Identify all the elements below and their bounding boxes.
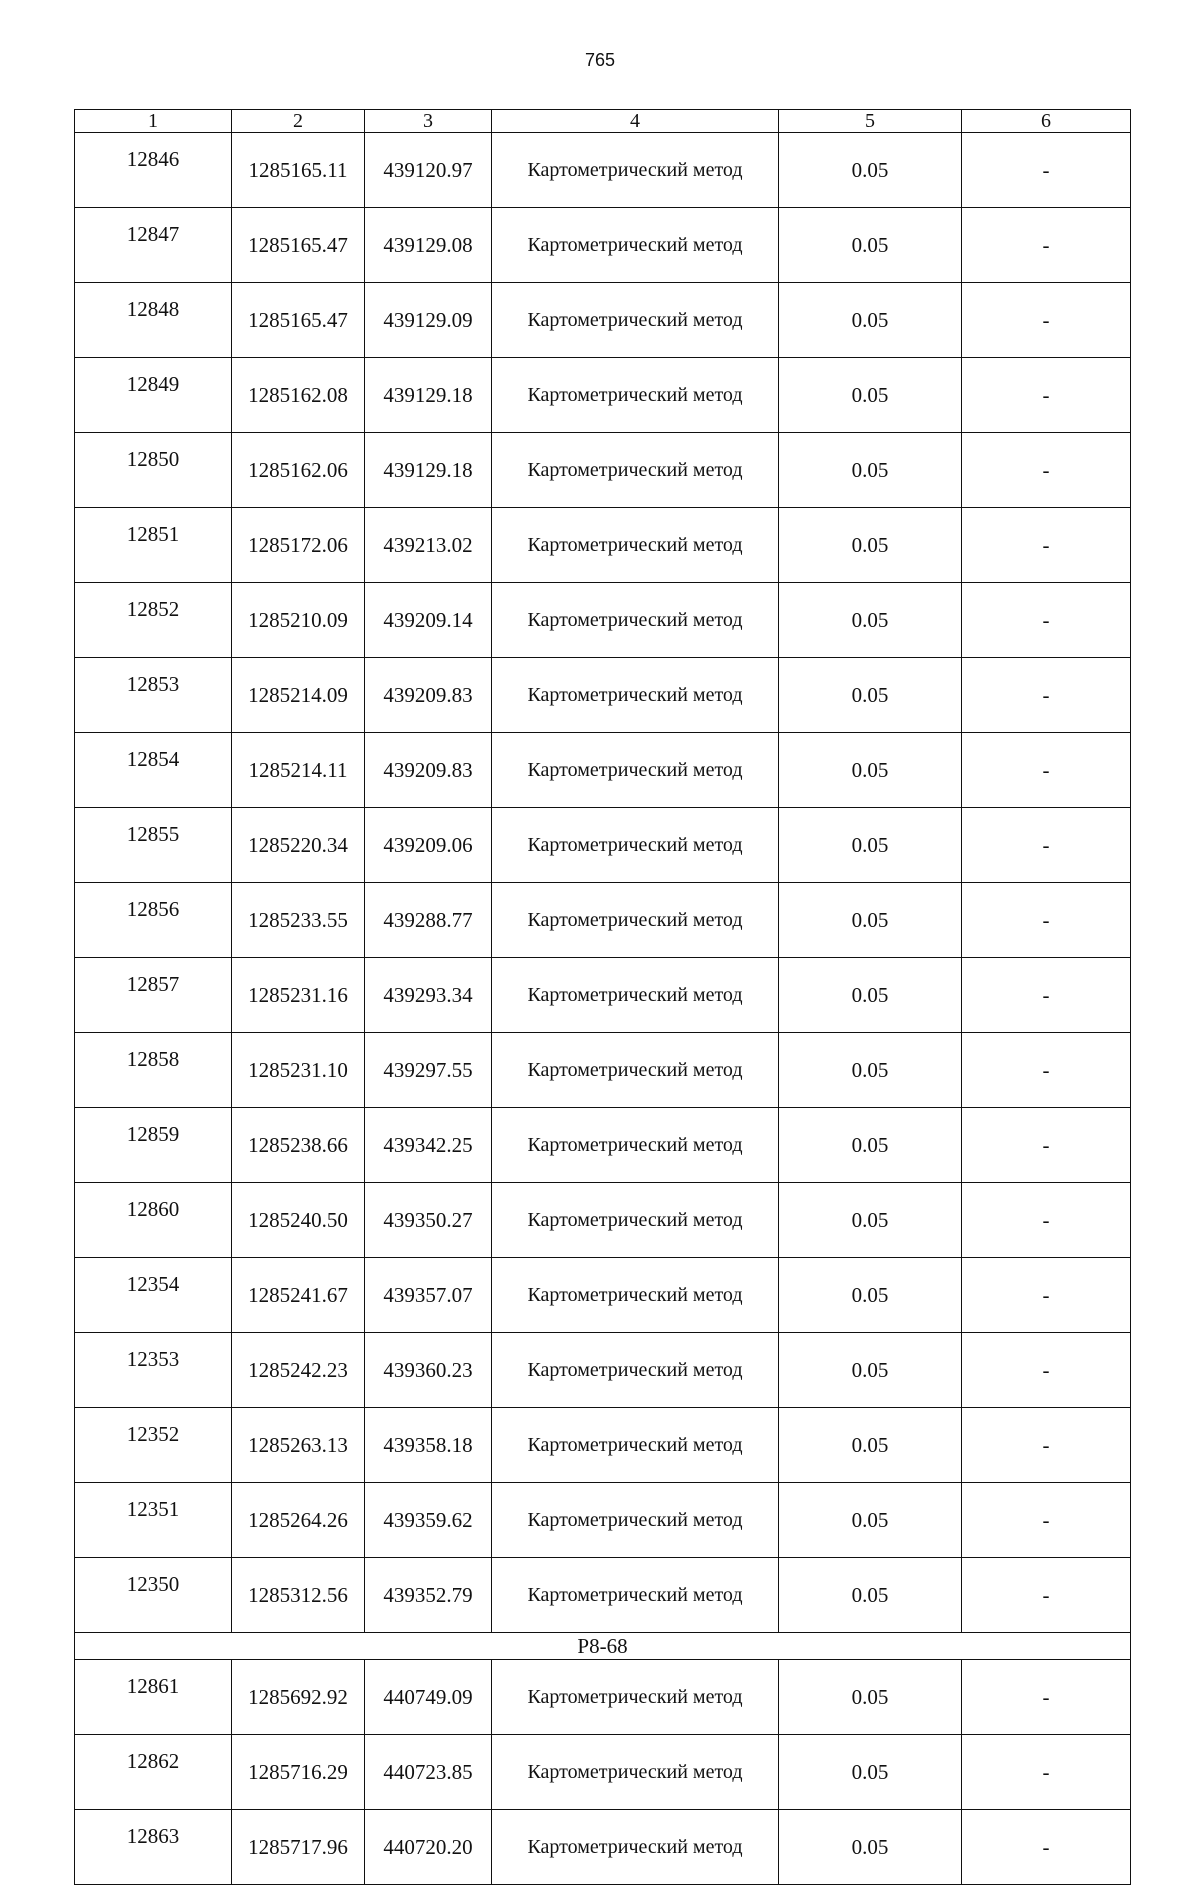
y-coordinate-cell: 439209.06 xyxy=(365,808,492,883)
accuracy-cell: 0.05 xyxy=(779,658,962,733)
y-coordinate-cell: 439358.18 xyxy=(365,1408,492,1483)
y-coordinate-cell: 440723.85 xyxy=(365,1735,492,1810)
method-cell: Картометрический метод xyxy=(492,658,779,733)
point-number-cell: 12856 xyxy=(75,883,232,958)
x-coordinate-cell: 1285214.09 xyxy=(232,658,365,733)
note-cell: - xyxy=(962,358,1131,433)
table-body xyxy=(75,133,1131,1885)
accuracy-cell: 0.05 xyxy=(779,1483,962,1558)
method-cell: Картометрический метод xyxy=(492,283,779,358)
y-coordinate-cell: 439129.08 xyxy=(365,208,492,283)
x-coordinate-cell: 1285312.56 xyxy=(232,1558,365,1633)
point-number-cell: 12859 xyxy=(75,1108,232,1183)
method-cell: Картометрический метод xyxy=(492,133,779,208)
x-coordinate-cell: 1285165.47 xyxy=(232,208,365,283)
method-cell: Картометрический метод xyxy=(492,433,779,508)
y-coordinate-cell: 439129.09 xyxy=(365,283,492,358)
point-number-cell: 12863 xyxy=(75,1810,232,1885)
accuracy-cell: 0.05 xyxy=(779,508,962,583)
note-cell: - xyxy=(962,1183,1131,1258)
column-header: 2 xyxy=(232,110,365,133)
x-coordinate-cell: 1285240.50 xyxy=(232,1183,365,1258)
y-coordinate-cell: 439352.79 xyxy=(365,1558,492,1633)
note-cell: - xyxy=(962,433,1131,508)
x-coordinate-cell: 1285241.67 xyxy=(232,1258,365,1333)
x-coordinate-cell: 1285214.11 xyxy=(232,733,365,808)
point-number-cell: 12855 xyxy=(75,808,232,883)
point-number-cell: 12354 xyxy=(75,1258,232,1333)
table-row xyxy=(75,358,1131,433)
note-cell: - xyxy=(962,133,1131,208)
method-cell: Картометрический метод xyxy=(492,1735,779,1810)
point-number-cell: 12854 xyxy=(75,733,232,808)
accuracy-cell: 0.05 xyxy=(779,583,962,658)
y-coordinate-cell: 439297.55 xyxy=(365,1033,492,1108)
accuracy-cell: 0.05 xyxy=(779,283,962,358)
section-label: Р8-68 xyxy=(75,1633,1131,1660)
note-cell: - xyxy=(962,658,1131,733)
note-cell: - xyxy=(962,733,1131,808)
note-cell: - xyxy=(962,1333,1131,1408)
y-coordinate-cell: 439120.97 xyxy=(365,133,492,208)
x-coordinate-cell: 1285238.66 xyxy=(232,1108,365,1183)
accuracy-cell: 0.05 xyxy=(779,208,962,283)
method-cell: Картометрический метод xyxy=(492,1660,779,1735)
table-row xyxy=(75,1108,1131,1183)
point-number-cell: 12351 xyxy=(75,1483,232,1558)
accuracy-cell: 0.05 xyxy=(779,133,962,208)
table-row xyxy=(75,658,1131,733)
method-cell: Картометрический метод xyxy=(492,208,779,283)
y-coordinate-cell: 439209.83 xyxy=(365,658,492,733)
note-cell: - xyxy=(962,583,1131,658)
table-row xyxy=(75,508,1131,583)
accuracy-cell: 0.05 xyxy=(779,1660,962,1735)
note-cell: - xyxy=(962,1735,1131,1810)
table-row xyxy=(75,1810,1131,1885)
note-cell: - xyxy=(962,1483,1131,1558)
method-cell: Картометрический метод xyxy=(492,733,779,808)
y-coordinate-cell: 439213.02 xyxy=(365,508,492,583)
method-cell: Картометрический метод xyxy=(492,1033,779,1108)
point-number-cell: 12861 xyxy=(75,1660,232,1735)
x-coordinate-cell: 1285162.08 xyxy=(232,358,365,433)
table-row xyxy=(75,433,1131,508)
table-row xyxy=(75,1408,1131,1483)
x-coordinate-cell: 1285162.06 xyxy=(232,433,365,508)
accuracy-cell: 0.05 xyxy=(779,433,962,508)
point-number-cell: 12353 xyxy=(75,1333,232,1408)
accuracy-cell: 0.05 xyxy=(779,1183,962,1258)
note-cell: - xyxy=(962,1810,1131,1885)
accuracy-cell: 0.05 xyxy=(779,1810,962,1885)
note-cell: - xyxy=(962,1108,1131,1183)
point-number-cell: 12847 xyxy=(75,208,232,283)
accuracy-cell: 0.05 xyxy=(779,958,962,1033)
table-row xyxy=(75,1483,1131,1558)
note-cell: - xyxy=(962,1558,1131,1633)
accuracy-cell: 0.05 xyxy=(779,1258,962,1333)
note-cell: - xyxy=(962,958,1131,1033)
accuracy-cell: 0.05 xyxy=(779,733,962,808)
y-coordinate-cell: 439359.62 xyxy=(365,1483,492,1558)
accuracy-cell: 0.05 xyxy=(779,358,962,433)
method-cell: Картометрический метод xyxy=(492,808,779,883)
y-coordinate-cell: 439357.07 xyxy=(365,1258,492,1333)
note-cell: - xyxy=(962,1033,1131,1108)
table-row xyxy=(75,1183,1131,1258)
x-coordinate-cell: 1285692.92 xyxy=(232,1660,365,1735)
note-cell: - xyxy=(962,208,1131,283)
method-cell: Картометрический метод xyxy=(492,1108,779,1183)
method-cell: Картометрический метод xyxy=(492,1258,779,1333)
x-coordinate-cell: 1285165.47 xyxy=(232,283,365,358)
point-number-cell: 12853 xyxy=(75,658,232,733)
table-row xyxy=(75,1735,1131,1810)
method-cell: Картометрический метод xyxy=(492,958,779,1033)
x-coordinate-cell: 1285231.10 xyxy=(232,1033,365,1108)
table-row xyxy=(75,808,1131,883)
header-row xyxy=(75,110,1131,133)
point-number-cell: 12852 xyxy=(75,583,232,658)
table-row xyxy=(75,208,1131,283)
method-cell: Картометрический метод xyxy=(492,508,779,583)
table-row xyxy=(75,1333,1131,1408)
section-row xyxy=(75,1633,1131,1660)
x-coordinate-cell: 1285231.16 xyxy=(232,958,365,1033)
point-number-cell: 12862 xyxy=(75,1735,232,1810)
accuracy-cell: 0.05 xyxy=(779,1108,962,1183)
column-header: 4 xyxy=(492,110,779,133)
y-coordinate-cell: 439209.83 xyxy=(365,733,492,808)
accuracy-cell: 0.05 xyxy=(779,1735,962,1810)
table-row xyxy=(75,283,1131,358)
table-row xyxy=(75,1558,1131,1633)
y-coordinate-cell: 439129.18 xyxy=(365,433,492,508)
point-number-cell: 12857 xyxy=(75,958,232,1033)
y-coordinate-cell: 439129.18 xyxy=(365,358,492,433)
x-coordinate-cell: 1285716.29 xyxy=(232,1735,365,1810)
x-coordinate-cell: 1285220.34 xyxy=(232,808,365,883)
method-cell: Картометрический метод xyxy=(492,1408,779,1483)
method-cell: Картометрический метод xyxy=(492,1483,779,1558)
note-cell: - xyxy=(962,1258,1131,1333)
accuracy-cell: 0.05 xyxy=(779,1033,962,1108)
table-row xyxy=(75,1033,1131,1108)
method-cell: Картометрический метод xyxy=(492,358,779,433)
x-coordinate-cell: 1285242.23 xyxy=(232,1333,365,1408)
point-number-cell: 12850 xyxy=(75,433,232,508)
column-header: 5 xyxy=(779,110,962,133)
table-row xyxy=(75,883,1131,958)
y-coordinate-cell: 439350.27 xyxy=(365,1183,492,1258)
x-coordinate-cell: 1285172.06 xyxy=(232,508,365,583)
note-cell: - xyxy=(962,1660,1131,1735)
table-row xyxy=(75,1258,1131,1333)
note-cell: - xyxy=(962,508,1131,583)
x-coordinate-cell: 1285165.11 xyxy=(232,133,365,208)
method-cell: Картометрический метод xyxy=(492,583,779,658)
note-cell: - xyxy=(962,808,1131,883)
y-coordinate-cell: 439360.23 xyxy=(365,1333,492,1408)
page-number: 765 xyxy=(584,50,616,70)
note-cell: - xyxy=(962,883,1131,958)
accuracy-cell: 0.05 xyxy=(779,883,962,958)
point-number-cell: 12846 xyxy=(75,133,232,208)
note-cell: - xyxy=(962,283,1131,358)
point-number-cell: 12860 xyxy=(75,1183,232,1258)
column-header: 6 xyxy=(962,110,1131,133)
y-coordinate-cell: 440749.09 xyxy=(365,1660,492,1735)
point-number-cell: 12350 xyxy=(75,1558,232,1633)
accuracy-cell: 0.05 xyxy=(779,808,962,883)
accuracy-cell: 0.05 xyxy=(779,1408,962,1483)
x-coordinate-cell: 1285263.13 xyxy=(232,1408,365,1483)
point-number-cell: 12849 xyxy=(75,358,232,433)
y-coordinate-cell: 439209.14 xyxy=(365,583,492,658)
method-cell: Картометрический метод xyxy=(492,1183,779,1258)
method-cell: Картометрический метод xyxy=(492,883,779,958)
point-number-cell: 12352 xyxy=(75,1408,232,1483)
x-coordinate-cell: 1285210.09 xyxy=(232,583,365,658)
method-cell: Картометрический метод xyxy=(492,1333,779,1408)
point-number-cell: 12858 xyxy=(75,1033,232,1108)
note-cell: - xyxy=(962,1408,1131,1483)
x-coordinate-cell: 1285717.96 xyxy=(232,1810,365,1885)
table-row xyxy=(75,133,1131,208)
y-coordinate-cell: 440720.20 xyxy=(365,1810,492,1885)
accuracy-cell: 0.05 xyxy=(779,1333,962,1408)
point-number-cell: 12851 xyxy=(75,508,232,583)
x-coordinate-cell: 1285264.26 xyxy=(232,1483,365,1558)
x-coordinate-cell: 1285233.55 xyxy=(232,883,365,958)
y-coordinate-cell: 439288.77 xyxy=(365,883,492,958)
column-header: 1 xyxy=(75,110,232,133)
method-cell: Картометрический метод xyxy=(492,1810,779,1885)
y-coordinate-cell: 439293.34 xyxy=(365,958,492,1033)
y-coordinate-cell: 439342.25 xyxy=(365,1108,492,1183)
coordinates-table xyxy=(74,109,1131,1885)
table-row xyxy=(75,1660,1131,1735)
method-cell: Картометрический метод xyxy=(492,1558,779,1633)
column-header: 3 xyxy=(365,110,492,133)
table-row xyxy=(75,583,1131,658)
accuracy-cell: 0.05 xyxy=(779,1558,962,1633)
point-number-cell: 12848 xyxy=(75,283,232,358)
table-row xyxy=(75,733,1131,808)
table-row xyxy=(75,958,1131,1033)
